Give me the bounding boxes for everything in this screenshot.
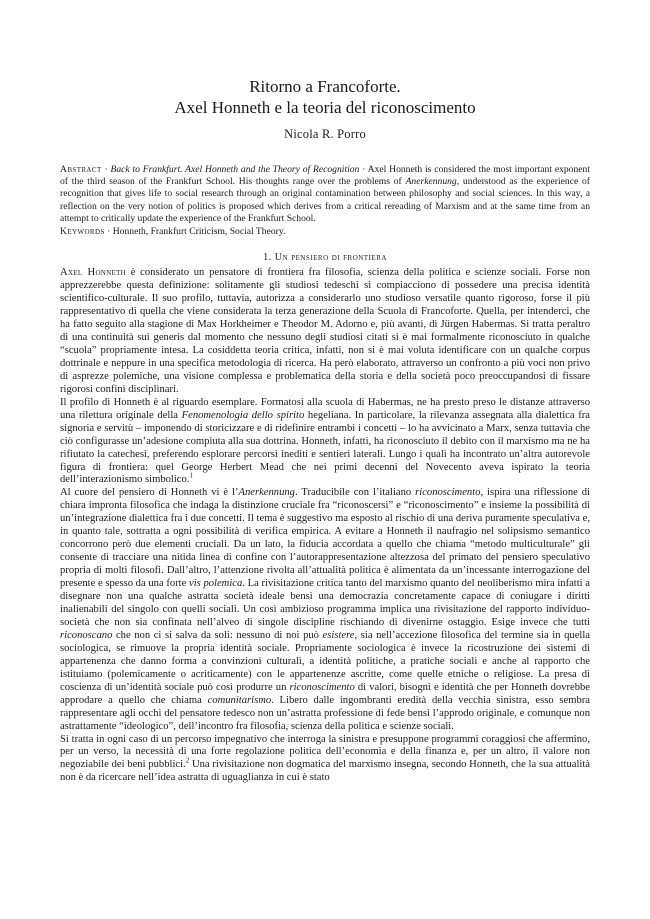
keywords-label: Keywords <box>60 226 105 238</box>
keywords <box>60 226 590 238</box>
paragraph-text: Una rivisitazione non dogmatica del marxismo insegna, secondo Honneth, che la sua attualità non è da ricercare nell’idea astratta di uguaglianza in cui è stato <box>60 759 590 784</box>
work-title: Fenomenologia dello spirito <box>181 409 305 421</box>
paragraph-text: che non ci si salva da soli: nessuno di noi può <box>112 629 323 641</box>
italic-term: comunitarismo <box>207 694 272 706</box>
abstract-text-part: , understood as the experience of recognition that gives life to social research through an original contamination between philosophy and social sciences. In this way, a reflection on the very notion of politics is proposed which derives from a critical rereading of Marxism and at the same time from an attempt to critically update the experience of the Frankfurt School. <box>60 176 590 224</box>
italic-term: Anerkennung <box>238 487 295 499</box>
paragraph-text: hegeliana. In particolare, la rilevanza assegnata alla dialettica fra signoria e servitù – imponendo di storicizzare e di ridefinire entrambi i concetti – lo ha avvicinato a Marx, senza tuttavia che ciò configurasse un’adesione compiuta alla sua dottrina. Honneth, infatti, ha riconosciuto il debito con il marxismo ma ne ha rifiutato la catechesi, preferendo esplorare percorsi inediti e sentieri laterali. Lungo i quali ha incontrato un’altra autorevole figura di frontiera: quel George Herbert Mead che nei primi decenni del Novecento aveva ispirato la teoria dell’interazionismo simbolico. <box>60 409 590 486</box>
abstract-separator: · <box>101 164 111 175</box>
abstract-english-title: Back to Frankfurt. Axel Honneth and the Theory of Recognition <box>110 164 360 175</box>
paragraph-text: . Traducibile con l’italiano <box>294 487 416 499</box>
keywords-text: Honneth, Frankfurt Criticism, Social Theory. <box>112 226 286 238</box>
paragraph-text: Al cuore del pensiero di Honneth vi è l’ <box>60 487 239 499</box>
abstract-text-part: · Axel Honneth is considered the most important exponent of the third season of the Frankfurt School. His thoughts range over the problems of <box>60 164 590 188</box>
paragraph-text: . La rivisitazione critica tanto del marxismo quanto del neoliberismo mira infatti a disegnare non una qualche astratta società ideale bensì una democrazia concretamente capace di coniugare i diritti inalienabili del singolo con quelli sociali. Un così ambizioso programma implica una rivisitazione del rapporto individuo-società che non sia confinata nell’alveo di singole discipline rischiando di divenirne ostaggio. Esige invece che tutti <box>60 578 591 628</box>
footnote-marker: 1 <box>189 471 193 480</box>
paragraph-3 <box>60 487 590 733</box>
paragraph-text: . Libero dalle ingombranti eredità della vecchia sinistra, esso sembra rappresentare agli occhi del pensatore tedesco non un’astratta professione di fede bensì l’approdo originale, e comunque non astrattamente “ideologico”, dell’incontro fra filosofia, scienza della politica e scienze sociali. <box>60 694 590 732</box>
footnote-marker: 2 <box>185 756 190 765</box>
italic-term: riconoscimento <box>415 487 481 499</box>
italic-term: riconoscano <box>60 629 113 641</box>
section-heading: 1. Un pensiero di frontiera <box>263 252 387 264</box>
title-line-2: Axel Honneth e la teoria del riconoscimento <box>174 98 476 117</box>
abstract <box>60 164 590 225</box>
body-text <box>60 267 590 785</box>
italic-term: esistere <box>322 629 355 641</box>
title-line-1: Ritorno a Francoforte. <box>249 77 401 96</box>
paragraph-text: Si tratta in ogni caso di un percorso impegnativo che interroga la sinistra e presuppone programmi coraggiosi che affermino, per un verso, la necessità di una forte regolazione politica dell’economia e della finanza e, per un altro, il valore non negoziabile dei beni pubblici. <box>60 733 590 771</box>
paragraph-1 <box>60 267 590 397</box>
paragraph-text: , ispira una riflessione di chiara impronta filosofica che indaga la distinzione cruciale fra “riconoscersi” e “riconoscimento” e insieme la possibilità di un’integrazione dialettica fra i due concetti. Il tema è suggestivo ma esposto al rischio di una deriva puramente speculativa e, in quanto tale, sottratta a ogni possibilità di verifica empirica. A evitare a Honneth il naufragio nel solipsismo semantico concorrono però due elementi cruciali. Da un lato, la fiducia accordata a quello che chiama “metodo multiculturale” gli consente di tracciare una nitida linea di confine con l’autorappresentazione altezzosa del primato del pensiero speculativo propria di molti filosofi. Dall’altro, l’attenzione rivolta all’attualità politica è alimentata da un’incessante interrogazione del presente e spesso da una forte <box>60 487 590 590</box>
abstract-term: Anerkennung <box>405 176 457 188</box>
paragraph-text: è considerato un pensatore di frontiera fra filosofia, scienza della politica e scienze sociali. Forse non apprezzerebbe questa definizione: solitamente gli studiosi tedeschi si compiacciono di possedere una precisa identità scientifico-culturale. Il suo profilo, tuttavia, autorizza a considerarlo uno studioso versatile quanto rigoroso, forse il più rappresentativo di quella che viene considerata la terza generazione della Scuola di Francoforte. Quella, per intenderci, che ha fatto seguito alla stagione di Max Horkheimer e Theodor M. Adorno e, più avanti, di Jürgen Habermas. Si tratta peraltro di una continuità sui generis dal momento che nessuno degli studiosi citati si è mai formalmente riconosciuto in qualche “scuola” propriamente intesa. La cosiddetta teoria critica, infatti, non si è mai voluta identificare con un qualche corpus dottrinale e neppure in una specifica metodologia di ricerca. Ha però elaborato, attraverso un confronto a più voci non privo di asprezze polemiche, una visione complessa e problematica della storia e della società poco preoccupandosi di fissare rigorosi confini disciplinari. <box>60 267 590 395</box>
paragraph-2 <box>60 397 590 488</box>
author-name: Nicola R. Porro <box>284 127 366 141</box>
paragraph-text: di valori, bisogni e identità che per Honneth dovrebbe approdare a quello che chiama <box>60 681 590 706</box>
italic-term: riconoscimento <box>289 681 355 693</box>
paragraph-text: Il profilo di Honneth è al riguardo esemplare. Formatosi alla scuola di Habermas, ne ha presto preso le distanze attraverso una rilettura originale della <box>60 396 590 421</box>
italic-term: vis polemica <box>189 578 243 590</box>
article-title <box>60 76 590 118</box>
article-page <box>60 76 590 785</box>
abstract-label: Abstract <box>60 164 102 175</box>
author-smallcaps: Axel Honneth <box>60 267 127 279</box>
keywords-separator: · <box>104 226 113 238</box>
paragraph-text: , sia nell’accezione filosofica del termine sia in quella sociologica, se rimuove la propria identità sociale. Propriamente sociologica è invece la ricostruzione dei sistemi di appartenenza che danno forma a convinzioni culturali, a identità politiche, a pratiche sociali e anche al rapporto che istituiamo (polemicamente o acriticamente) con le appartenenze ascritte, come quelle etniche o religiose. La presa di coscienza di un’identità sociale può così produrre un <box>60 629 590 693</box>
paragraph-4 <box>60 734 590 786</box>
